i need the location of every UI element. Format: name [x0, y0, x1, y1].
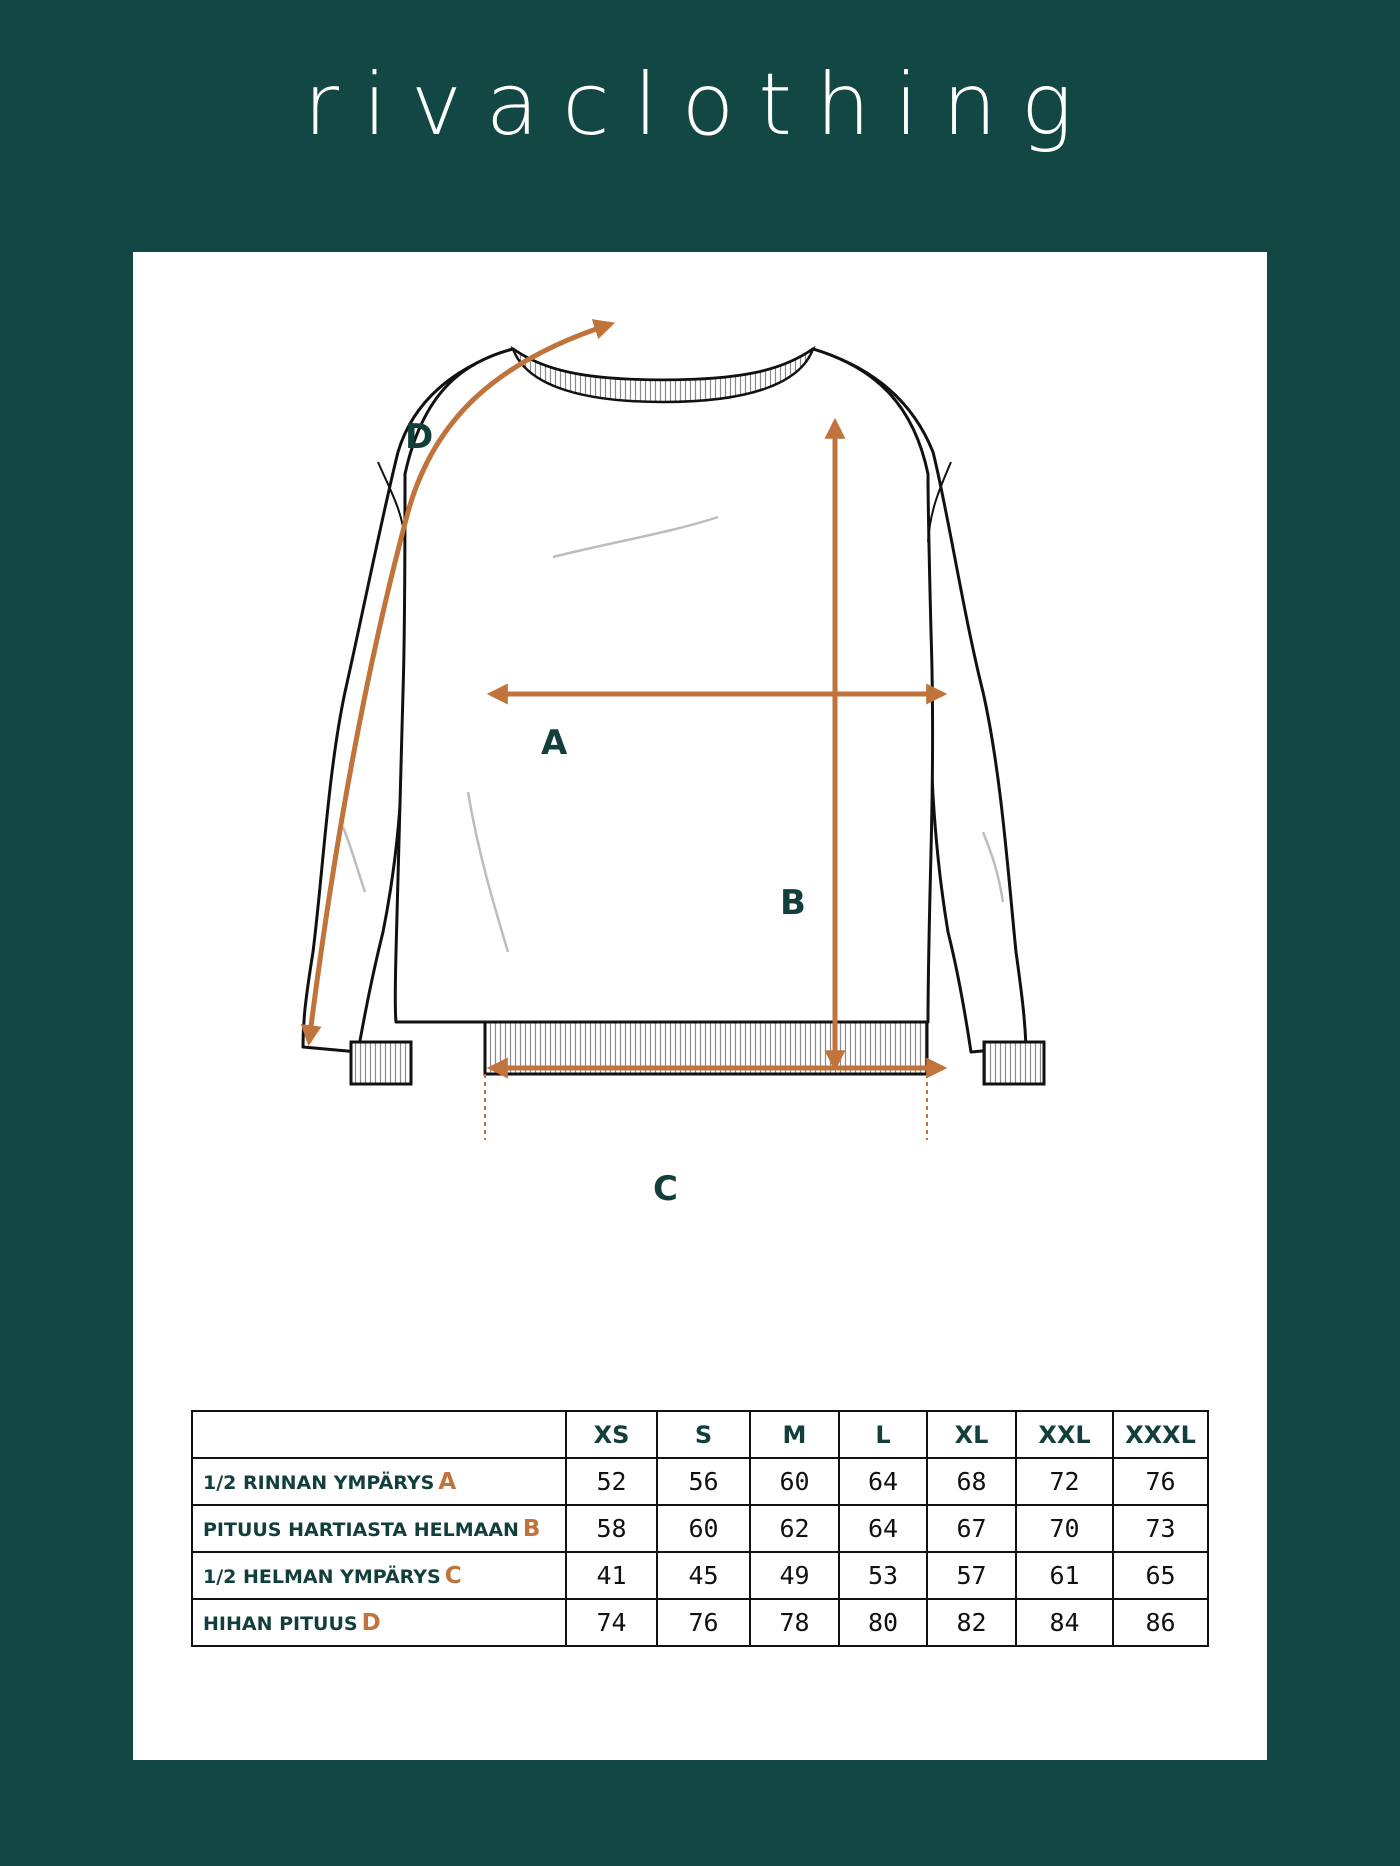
row-letter: C	[444, 1562, 462, 1589]
row-label	[192, 1458, 566, 1505]
row-label-text: HIHAN PITUUS	[203, 1612, 358, 1635]
table-row	[192, 1599, 1208, 1646]
table-cell: 84	[1016, 1599, 1113, 1646]
table-cell: 52	[566, 1458, 657, 1505]
table-cell: 78	[750, 1599, 839, 1646]
row-label-text: 1/2 RINNAN YMPÄRYS	[203, 1471, 435, 1494]
table-cell: 76	[657, 1599, 750, 1646]
row-label	[192, 1599, 566, 1646]
table-cell: 64	[839, 1505, 927, 1552]
table-cell: 49	[750, 1552, 839, 1599]
row-letter: D	[361, 1609, 381, 1636]
size-header: M	[750, 1411, 839, 1458]
sweatshirt-diagram	[133, 252, 1267, 1352]
size-table	[191, 1410, 1209, 1647]
size-header: L	[839, 1411, 927, 1458]
corner-cell	[192, 1411, 566, 1458]
table-cell: 41	[566, 1552, 657, 1599]
table-row	[192, 1552, 1208, 1599]
size-header: S	[657, 1411, 750, 1458]
table-cell: 82	[927, 1599, 1016, 1646]
row-letter: A	[438, 1468, 457, 1495]
label-a: A	[541, 723, 568, 763]
size-header: XS	[566, 1411, 657, 1458]
size-header-row	[192, 1411, 1208, 1458]
table-cell: 60	[657, 1505, 750, 1552]
table-cell: 80	[839, 1599, 927, 1646]
table-cell: 61	[1016, 1552, 1113, 1599]
size-guide-card	[133, 252, 1267, 1760]
table-cell: 72	[1016, 1458, 1113, 1505]
row-label-text: PITUUS HARTIASTA HELMAAN	[203, 1518, 519, 1541]
table-row	[192, 1458, 1208, 1505]
table-cell: 64	[839, 1458, 927, 1505]
table-cell: 58	[566, 1505, 657, 1552]
row-label	[192, 1505, 566, 1552]
left-cuff	[351, 1042, 411, 1084]
table-cell: 68	[927, 1458, 1016, 1505]
table-row	[192, 1505, 1208, 1552]
size-header: XL	[927, 1411, 1016, 1458]
row-letter: B	[522, 1515, 541, 1542]
table-cell: 65	[1113, 1552, 1208, 1599]
table-cell: 74	[566, 1599, 657, 1646]
row-label-text: 1/2 HELMAN YMPÄRYS	[203, 1565, 441, 1588]
row-label	[192, 1552, 566, 1599]
table-cell: 45	[657, 1552, 750, 1599]
label-b: B	[780, 883, 806, 923]
table-cell: 62	[750, 1505, 839, 1552]
label-d: D	[405, 417, 434, 457]
table-cell: 53	[839, 1552, 927, 1599]
label-c: C	[653, 1169, 678, 1209]
table-cell: 60	[750, 1458, 839, 1505]
table-cell: 56	[657, 1458, 750, 1505]
table-cell: 70	[1016, 1505, 1113, 1552]
table-cell: 76	[1113, 1458, 1208, 1505]
size-header: XXL	[1016, 1411, 1113, 1458]
right-cuff	[984, 1042, 1044, 1084]
table-cell: 67	[927, 1505, 1016, 1552]
brand-logo-text: rivaclothing	[303, 55, 1097, 155]
table-cell: 57	[927, 1552, 1016, 1599]
size-header: XXXL	[1113, 1411, 1208, 1458]
table-cell: 73	[1113, 1505, 1208, 1552]
table-cell: 86	[1113, 1599, 1208, 1646]
